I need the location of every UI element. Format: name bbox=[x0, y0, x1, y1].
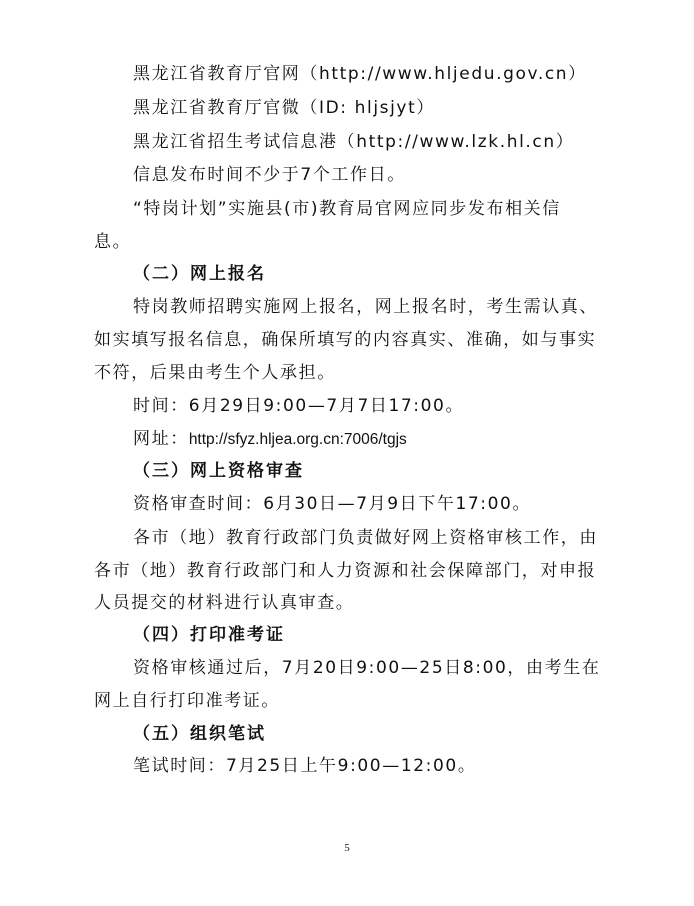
section-heading: （四）打印准考证 bbox=[133, 625, 285, 645]
text-line: 如实填写报名信息，确保所填写的内容真实、准确，如与事实 bbox=[94, 330, 597, 350]
text-line: 黑龙江省教育厅官网（http://www.hljedu.gov.cn） bbox=[133, 64, 587, 84]
text-line: 资格审核通过后，7月20日9:00—25日8:00，由考生在 bbox=[133, 658, 601, 678]
url-label: 网址： bbox=[133, 429, 189, 449]
registration-url-link[interactable]: http://sfyz.hljea.org.cn:7006/tgjs bbox=[188, 431, 407, 448]
text-line: 特岗教师招聘实施网上报名，网上报名时，考生需认真、 bbox=[133, 297, 598, 317]
text-line: 时间：6月29日9:00—7月7日17:00。 bbox=[133, 396, 465, 416]
section-heading: （三）网上资格审查 bbox=[133, 461, 304, 481]
section-heading: （二）网上报名 bbox=[133, 264, 266, 284]
text-line: 信息发布时间不少于7个工作日。 bbox=[133, 165, 406, 185]
text-line: 黑龙江省招生考试信息港（http://www.lzk.hl.cn） bbox=[133, 132, 575, 152]
text-line: 人员提交的材料进行认真审查。 bbox=[94, 593, 355, 613]
text-line: 不符，后果由考生个人承担。 bbox=[94, 363, 336, 383]
text-line: 资格审查时间：6月30日—7月9日下午17:00。 bbox=[133, 494, 532, 514]
page-number: 5 bbox=[344, 842, 350, 854]
text-line: “特岗计划”实施县(市)教育局官网应同步发布相关信 bbox=[133, 199, 561, 219]
text-line: 笔试时间：7月25日上午9:00—12:00。 bbox=[133, 756, 477, 776]
text-line: 息。 bbox=[94, 232, 132, 252]
url-line bbox=[133, 429, 407, 450]
section-heading: （五）组织笔试 bbox=[133, 724, 266, 744]
text-line: 网上自行打印准考证。 bbox=[94, 691, 280, 711]
text-line: 各市（地）教育行政部门负责做好网上资格审核工作，由 bbox=[133, 528, 598, 548]
text-line: 各市（地）教育行政部门和人力资源和社会保障部门，对申报 bbox=[94, 561, 597, 581]
text-line: 黑龙江省教育厅官微（ID: hljsjyt） bbox=[133, 98, 435, 118]
